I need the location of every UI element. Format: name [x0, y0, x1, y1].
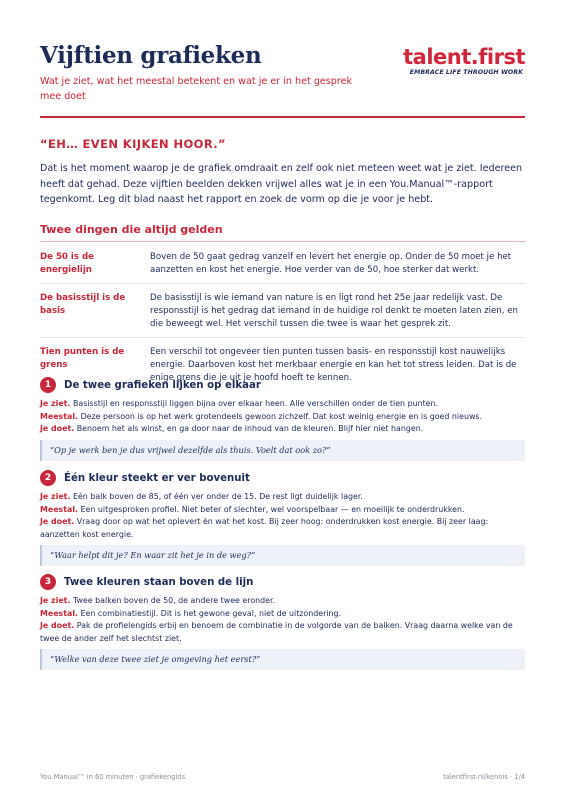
- meestal-label: Meestal.: [40, 504, 79, 514]
- intro-handwritten-heading: “EH… EVEN KIJKEN HOOR.”: [40, 137, 227, 151]
- item-meestal-line: [40, 608, 525, 621]
- ziet-text: Basisstijl en responsstijl liggen bijna over elkaar heen. Alle verschillen onder de tien punten.: [72, 399, 439, 408]
- item-quote: “Welke van deze twee ziet je omgeving het eerst?”: [40, 649, 525, 670]
- item-quote: “Op je werk ben je dus vrijwel dezelfde als thuis. Voelt dat ook zo?”: [40, 440, 525, 461]
- basics-row-label: De basisstijl is de basis: [40, 293, 126, 316]
- doet-text: Benoem het als winst, en ga door naar de inhoud van de kleuren. Blijf hier niet hangen.: [76, 424, 424, 433]
- item-quote: “Waar helpt dit je? En waar zit het je in de weg?”: [40, 545, 525, 566]
- meestal-text: Een uitgesproken profiel. Niet beter of slechter, wel voorspelbaar — en moeilijk te onderdrukken.: [80, 504, 465, 514]
- item-header: [40, 376, 525, 394]
- item-number-badge: 1: [40, 377, 56, 393]
- meestal-text: Deze persoon is op het werk grotendeels gewoon zichzelf. Dat kost weinig energie en is goed nieuws.: [80, 411, 483, 421]
- footer-left: You.Manual™ in 60 minuten · grafiekengids: [40, 773, 186, 781]
- talent-first-logo: [403, 46, 525, 76]
- logo-tagline: EMBRACE LIFE THROUGH WORK: [409, 69, 523, 76]
- item-doet-line: [40, 620, 525, 645]
- item-number-badge: 2: [40, 470, 56, 486]
- page-title: Vijftien grafieken: [40, 42, 262, 69]
- graph-item-2: [40, 469, 525, 566]
- item-number-badge: 3: [40, 574, 56, 590]
- ziet-text: Twee balken boven de 50, de andere twee eronder.: [72, 596, 276, 605]
- basics-row-text: Boven de 50 gaat gedrag vanzelf en levert het energie op. Onder de 50 moet je het aanzetten en kost het energie. Hoe verder van de 50, hoe sterker dat werkt.: [150, 252, 512, 275]
- item-title: Twee kleuren staan boven de lijn: [64, 576, 254, 588]
- doet-label: Je doet.: [40, 517, 75, 526]
- ziet-label: Je ziet.: [40, 596, 71, 605]
- item-ziet-line: [40, 491, 525, 504]
- basics-row: [40, 290, 525, 338]
- meestal-text: Een combinatiestijl. Dit is het gewone geval, niet de uitzondering.: [80, 608, 342, 618]
- basics-heading: Twee dingen die altijd gelden: [40, 223, 223, 236]
- basics-row-label: De 50 is de energielijn: [40, 252, 94, 275]
- item-header: [40, 469, 525, 487]
- item-ziet-line: [40, 595, 525, 608]
- ziet-label: Je ziet.: [40, 399, 71, 408]
- graph-item-1: [40, 376, 525, 461]
- doet-text: Vraag door op wat het oplevert èn wat het kost. Bij zeer hoog: onderdrukken kost energie. Bij zeer laag: aanzetten kost energie.: [40, 517, 489, 539]
- document-page: [40, 0, 525, 800]
- ziet-label: Je ziet.: [40, 492, 71, 501]
- item-doet-line: [40, 516, 525, 541]
- basics-table: [40, 249, 525, 397]
- ziet-text: Eén balk boven de 85, of één ver onder de 15. De rest ligt duidelijk lager.: [72, 492, 363, 501]
- meestal-label: Meestal.: [40, 411, 79, 421]
- footer-right: talentfirst.nl/kennis · 1/4: [443, 773, 525, 781]
- basics-row-text: De basisstijl is wie iemand van nature is en ligt rond het 25e jaar redelijk vast. De responsstijl is het gedrag dat iemand in de huidige rol denkt te moeten laten zien, en die beweegt wel. Het verschil tussen die twee is waar het gesprek zit.: [150, 293, 518, 329]
- doet-label: Je doet.: [40, 621, 75, 630]
- header-divider: [40, 116, 525, 118]
- item-ziet-line: [40, 398, 525, 411]
- item-body: [40, 595, 525, 645]
- item-meestal-line: [40, 504, 525, 517]
- meestal-label: Meestal.: [40, 608, 79, 618]
- graph-item-3: [40, 573, 525, 670]
- item-title: Één kleur steekt er ver bovenuit: [64, 472, 250, 484]
- item-header: [40, 573, 525, 591]
- basics-divider: [40, 241, 525, 242]
- logo-wordmark: talent.first: [403, 45, 525, 69]
- doet-text: Pak de profielengids erbij en benoem de combinatie in de volgorde van de balken. Vraag daarna welke van de twee de ander zelf het slechtst ziet.: [40, 621, 513, 643]
- item-title: De twee grafieken lijken op elkaar: [64, 379, 261, 391]
- item-body: [40, 491, 525, 541]
- basics-row-label: Tien punten is de grens: [40, 347, 125, 370]
- item-meestal-line: [40, 411, 525, 424]
- item-body: [40, 398, 525, 436]
- basics-row-text: Een verschil tot ongeveer tien punten tussen basis- en responsstijl kost nauwelijks energie. Daarboven kost het merkbaar energie en kan het tot stress leiden. Dat is de enige grens die je uit je hoofd hoeft te kennen.: [150, 347, 517, 383]
- page-subtitle: Wat je ziet, wat het meestal betekent en wat je er in het gesprek mee doet: [40, 76, 353, 102]
- intro-paragraph: Dat is het moment waarop je de grafiek omdraait en zelf ook niet meteen weet wat je ziet. Iedereen heeft dat gehad. Deze vijftien beelden dekken vrijwel alles wat je in een You.Manual™-rapport tegenkomt. Leg dit blad naast het rapport en zoek de vorm op die je voor je hebt.: [40, 163, 523, 205]
- doet-label: Je doet.: [40, 424, 75, 433]
- basics-row: [40, 249, 525, 284]
- item-doet-line: [40, 423, 525, 436]
